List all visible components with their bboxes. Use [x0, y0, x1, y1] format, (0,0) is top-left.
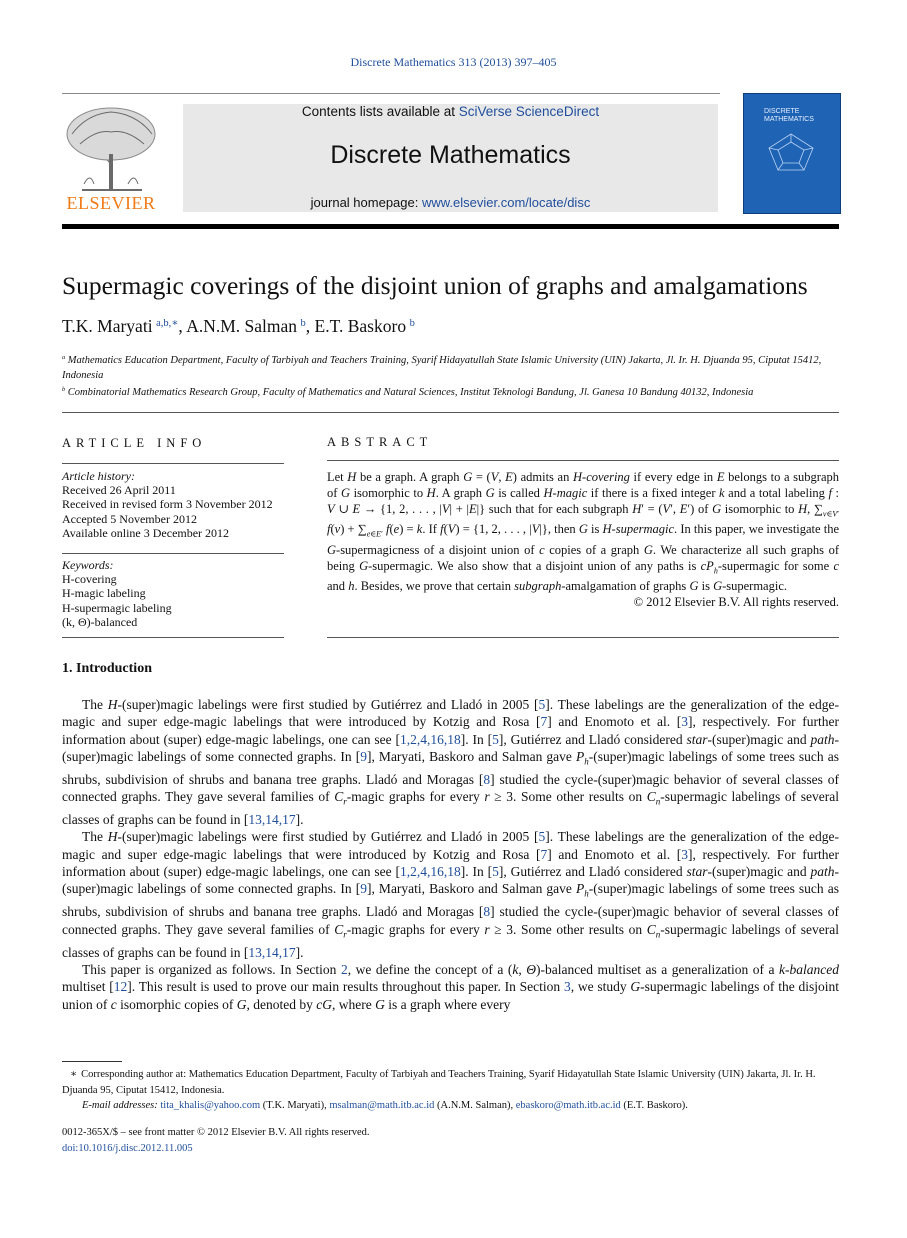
- affiliation-b: [62, 382, 839, 400]
- history-item: Received in revised form 3 November 2012: [62, 497, 273, 512]
- affiliation-mark: b: [62, 386, 66, 393]
- journal-citation-link[interactable]: Discrete Mathematics 313 (2013) 397–405: [350, 55, 557, 69]
- citation-link[interactable]: 9: [360, 748, 367, 764]
- email-label: E-mail addresses:: [82, 1100, 158, 1111]
- citation-link[interactable]: 5: [538, 697, 546, 712]
- citation-link[interactable]: 12: [113, 979, 128, 995]
- section-heading-introduction: 1. Introduction: [62, 661, 152, 676]
- abstract-text: [327, 470, 839, 611]
- email-owner: (A.N.M. Salman),: [434, 1100, 516, 1111]
- affiliation-a: [62, 350, 839, 383]
- citation-link[interactable]: 3: [681, 846, 689, 862]
- citation-link[interactable]: 3: [681, 714, 689, 730]
- citation-link[interactable]: 13,14,17: [248, 812, 296, 828]
- email-owner: (T.K. Maryati),: [260, 1100, 330, 1111]
- introduction-body: [62, 696, 839, 1013]
- issn-line: 0012-365X/$ – see front matter © 2012 Elsevier B.V. All rights reserved.: [62, 1127, 370, 1138]
- journal-cover: [743, 93, 841, 214]
- citation-link[interactable]: 7: [540, 714, 548, 730]
- paper-title: Supermagic coverings of the disjoint union of graphs and amalgamations: [62, 271, 808, 300]
- citation-link[interactable]: 5: [492, 864, 499, 880]
- header-thick-rule: [62, 224, 839, 229]
- abstract-copyright: © 2012 Elsevier B.V. All rights reserved.: [633, 594, 839, 609]
- info-rule: [62, 463, 284, 464]
- citation-link[interactable]: 9: [360, 881, 367, 897]
- author-marks[interactable]: a,b,∗: [156, 318, 179, 329]
- email-link[interactable]: msalman@math.itb.ac.id: [329, 1100, 435, 1111]
- authors-line: [62, 316, 415, 337]
- citation-link[interactable]: 1,2,4,16,18: [399, 731, 461, 747]
- footnote-rule: [62, 1061, 122, 1062]
- history-item: Received 26 April 2011: [62, 483, 176, 498]
- citation-link[interactable]: 1,2,4,16,18: [399, 864, 461, 880]
- author-name: A.N.M. Salman: [186, 316, 298, 336]
- citation-link[interactable]: 7: [540, 846, 548, 862]
- corresponding-text: Corresponding author at: Mathematics Education Department, Faculty of Tarbiyah and Teachers Training, Syarif Hidayatullah State Islamic University (UIN) Jakarta, Jl. Ir. H. Djuanda 95, Ciputat 15412, Indonesia.: [62, 1069, 816, 1096]
- author-name: E.T. Baskoro: [314, 316, 407, 336]
- author-name: T.K. Maryati: [62, 316, 153, 336]
- tree-logo-icon: [62, 104, 160, 192]
- citation-link[interactable]: 8: [483, 904, 491, 920]
- header-rule: [62, 93, 720, 94]
- history-item: Accepted 5 November 2012: [62, 511, 197, 526]
- intro-paragraph: This paper is organized as follows. In Section 2, we define the concept of a (k, Θ)-balanced multiset as a generalization of a k-balanced multiset [12]. This result is used to prove our main results throughout this paper. In Section 3, we study G-supermagic labelings of the disjoint union of c isomorphic copies of G, denoted by cG, where G is a graph where every: [62, 961, 839, 1012]
- front-matter: [62, 1125, 370, 1156]
- history-label: Article history:: [62, 469, 135, 483]
- keywords: [62, 558, 284, 629]
- keyword: H-supermagic labeling: [62, 600, 172, 615]
- contents-prefix: Contents lists available at: [301, 104, 459, 119]
- email-addresses: [62, 1098, 839, 1114]
- article-history: [62, 469, 284, 540]
- homepage-link[interactable]: www.elsevier.com/locate/disc: [421, 195, 591, 210]
- asterisk-icon: ∗: [70, 1069, 78, 1080]
- author-sep: ,: [305, 316, 315, 336]
- email-link[interactable]: tita_khalis@yahoo.com: [160, 1100, 261, 1111]
- keyword: (k, Θ)-balanced: [62, 614, 138, 629]
- affiliation-mark: a: [62, 354, 66, 361]
- email-link[interactable]: ebaskoro@math.itb.ac.id: [515, 1100, 621, 1111]
- elsevier-wordmark: ELSEVIER: [66, 193, 156, 213]
- homepage-prefix: journal homepage:: [310, 195, 422, 210]
- doi-link[interactable]: doi:10.1016/j.disc.2012.11.005: [62, 1142, 193, 1154]
- abstract-rule: [327, 460, 839, 461]
- citation-link[interactable]: 5: [538, 829, 546, 845]
- info-rule: [62, 637, 284, 638]
- keyword: H-covering: [62, 572, 117, 587]
- journal-title: Discrete Mathematics: [330, 141, 571, 169]
- affiliation-text: Combinatorial Mathematics Research Group, Faculty of Mathematics and Natural Sciences, Institut Teknologi Bandung, Jl. Ganesa 10 Bandung 40132, Indonesia: [67, 387, 754, 398]
- abstract-body: Let H be a graph. A graph G = (V, E) admits an H-covering if every edge in E belongs to a subgraph of G isomorphic to H. A graph G is called H-magic if there is a fixed integer k and a total labeling f : V ∪ E → {1, 2, . . . , |V| + |E|} such that for each subgraph H′ = (V′, E′) of G isomorphic to H, $\sum_{v\in V'}$ $f(v) + \sum_{e\in E'}$ f(e) = k. If f(V) = {1, 2, . . . , |V|}, then G is H-supermagic. In this paper, we investigate the G-supermagicness of a disjoint union of c copies of a graph G. We characterize all such graphs of being G-supermagic. We also show that a disjoint union of any paths is $cP_h$-supermagic for some c and h. Besides, we prove that certain subgraph-amalgamation of graphs G is G-supermagic.: [327, 470, 840, 593]
- author-sep: ,: [178, 316, 187, 336]
- abstract-heading: ABSTRACT: [327, 435, 433, 449]
- intro-paragraph: The H-(super)magic labelings were first studied by Gutiérrez and Lladó in 2005 [5]. These labelings are the generalization of the edge-magic and super edge-magic labelings that were introduced by Kotzig and Rosa [7] and Enomoto et al. [3], respectively. For further information about (super) edge-magic labelings, one can see [1,2,4,16,18]. In [5], Gutiérrez and Lladó considered star-(super)magic and path-(super)magic labelings of some connected graphs. In [9], Maryati, Baskoro and Salman gave $P_h-(super)magic$ labelings of some trees such as shrubs, subdivision of shrubs and banana tree graphs. Lladó and Moragas [8] studied the cycle-(super)magic behavior of several classes of connected graphs. They gave several families of $C_r$-magic graphs for every r ≥ 3. Some other results on $C_n$-supermagic labelings of several classes of graphs can be found in [13,14,17].: [62, 697, 840, 828]
- email-owner: (E.T. Baskoro).: [620, 1100, 688, 1111]
- homepage-line: [183, 195, 718, 210]
- keywords-label: Keywords:: [62, 558, 114, 572]
- corresponding-author-note: [62, 1067, 839, 1098]
- affiliation-rule: [62, 412, 839, 413]
- cover-title: DISCRETE MATHEMATICS: [764, 108, 814, 123]
- section-link[interactable]: 2: [340, 961, 348, 977]
- section-link[interactable]: 3: [563, 979, 571, 995]
- sciencedirect-link[interactable]: SciVerse ScienceDirect: [458, 104, 600, 119]
- abstract-rule: [327, 637, 839, 638]
- citation-link[interactable]: 8: [483, 771, 491, 787]
- citation-link[interactable]: 13,14,17: [248, 944, 296, 960]
- history-item: Available online 3 December 2012: [62, 525, 230, 540]
- contents-line: [183, 104, 718, 119]
- keyword: H-magic labeling: [62, 586, 146, 601]
- affiliation-text: Mathematics Education Department, Faculty of Tarbiyah and Teachers Training, Syarif Hidayatullah State Islamic University (UIN) Jakarta, Jl. Ir. H. Djuanda 95, Ciputat 15412, Indonesia: [62, 355, 822, 381]
- footnote: [62, 1067, 839, 1114]
- intro-paragraph: The H-(super)magic labelings were first studied by Gutiérrez and Lladó in 2005 [5]. These labelings are the generalization of the edge-magic and super edge-magic labelings that were introduced by Kotzig and Rosa [7] and Enomoto et al. [3], respectively. For further information about (super) edge-magic labelings, one can see [1,2,4,16,18]. In [5], Gutiérrez and Lladó considered star-(super)magic and path-(super)magic labelings of some connected graphs. In [9], Maryati, Baskoro and Salman gave $P_h-(super)magic$ labelings of some trees such as shrubs, subdivision of shrubs and banana tree graphs. Lladó and Moragas [8] studied the cycle-(super)magic behavior of several classes of connected graphs. They gave several families of $C_r$-magic graphs for every r ≥ 3. Some other results on $C_n$-supermagic labelings of several classes of graphs can be found in [13,14,17].: [62, 829, 840, 960]
- article-info-heading: ARTICLE INFO: [62, 436, 207, 450]
- author-marks[interactable]: b: [300, 318, 306, 329]
- info-rule: [62, 553, 284, 554]
- cover-graph-icon: [766, 132, 816, 172]
- citation-link[interactable]: 5: [492, 731, 499, 747]
- author-marks[interactable]: b: [409, 318, 415, 329]
